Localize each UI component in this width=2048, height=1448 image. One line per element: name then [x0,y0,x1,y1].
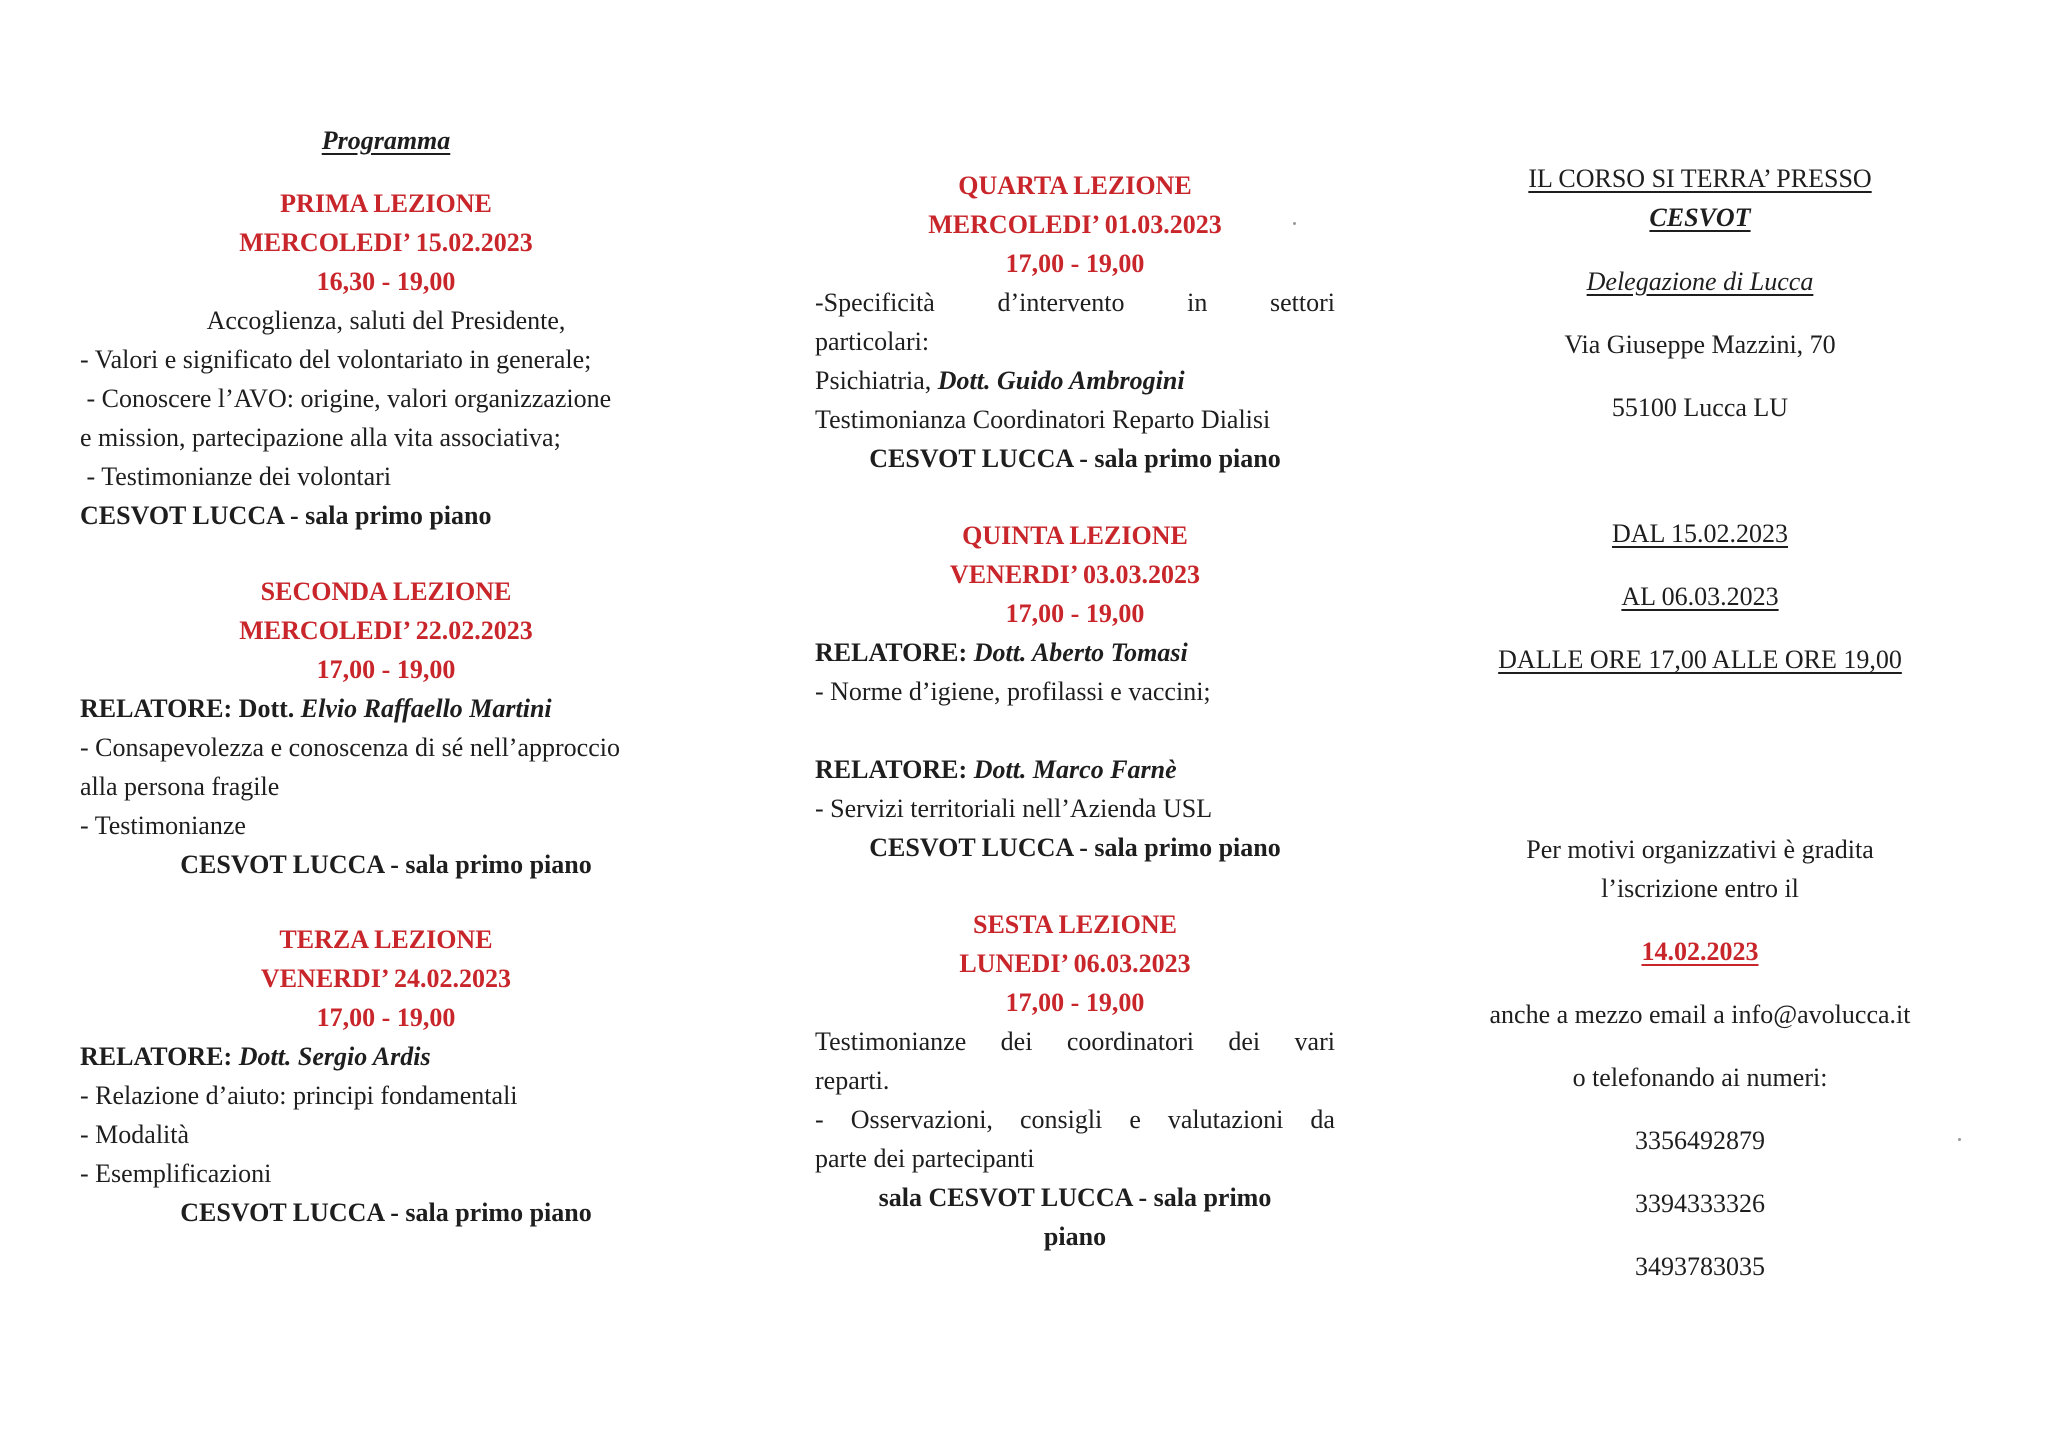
registration-line-2: l’iscrizione entro il [1601,874,1799,903]
lesson-5-location: CESVOT LUCCA - sala primo piano [869,833,1281,862]
lesson-6-word: valutazioni [1167,1105,1284,1134]
lesson-6-word: dei [1000,1027,1033,1056]
lesson-6-word: e [1129,1105,1141,1134]
lesson-1-line-1: Accoglienza, saluti del Presidente, [206,306,566,335]
registration-line-1: Per motivi organizzativi è gradita [1526,835,1874,864]
lesson-3-line-2: - Modalità [80,1120,190,1149]
lesson-5-time: 17,00 - 19,00 [1005,599,1145,628]
lesson-3-time: 17,00 - 19,00 [316,1003,456,1032]
lesson-4-heading: QUARTA LEZIONE [958,171,1192,200]
lesson-4-word: d’intervento [997,288,1125,317]
lesson-3-line-1: - Relazione d’aiuto: principi fondamentali [80,1081,518,1110]
lesson-2-location: CESVOT LUCCA - sala primo piano [180,850,592,879]
lesson-6-word: - [815,1105,824,1134]
phone-number-3: 3493783035 [1635,1252,1765,1281]
lesson-1-date: MERCOLEDI’ 15.02.2023 [239,228,533,257]
lesson-4-word: in [1187,288,1208,317]
lesson-6-line-3 [815,1100,1335,1139]
venue-name: CESVOT [1649,203,1751,232]
lesson-5-speaker-1-topic: - Norme d’igiene, profilassi e vaccini; [815,677,1211,706]
lesson-1-time: 16,30 - 19,00 [316,267,456,296]
lesson-4-speaker-name: Dott. Guido Ambrogini [937,366,1185,395]
lesson-2-speaker [80,689,692,728]
lesson-6-line-2: reparti. [815,1066,890,1095]
scan-speck [1958,1138,1961,1141]
lesson-4-line-2: particolari: [815,327,930,356]
lesson-2-time: 17,00 - 19,00 [316,655,456,684]
lesson-6-heading: SESTA LEZIONE [972,910,1177,939]
lesson-2-line-1: - Consapevolezza e conoscenza di sé nell’approccio [80,733,620,762]
lesson-1-line-3: - Conoscere l’AVO: origine, valori organizzazione [80,384,612,413]
lesson-3-speaker [80,1037,692,1076]
lesson-5-heading: QUINTA LEZIONE [962,521,1188,550]
phone-intro: o telefonando ai numeri: [1572,1063,1828,1092]
lesson-5-speaker-1-label: RELATORE: [815,638,968,667]
lesson-2-speaker-label: RELATORE: Dott. [80,694,295,723]
venue-street: Via Giuseppe Mazzini, 70 [1564,330,1836,359]
lesson-1-line-2: - Valori e significato del volontariato in generale; [80,345,592,374]
lesson-6-word: dei [1228,1027,1261,1056]
venue-city: 55100 Lucca LU [1611,393,1789,422]
lesson-3-speaker-label: RELATORE: [80,1042,233,1071]
lesson-4-line-1 [815,283,1335,322]
lesson-4-line-4: Testimonianza Coordinatori Reparto Dialisi [815,405,1271,434]
lesson-3-heading: TERZA LEZIONE [279,925,493,954]
lesson-5-speaker-2-name: Dott. Marco Farnè [973,755,1177,784]
lesson-4-line-3-prefix: Psichiatria, [815,366,938,395]
registration-email: anche a mezzo email a info@avolucca.it [1489,1000,1911,1029]
lesson-3-date: VENERDI’ 24.02.2023 [260,964,512,993]
lesson-2-date: MERCOLEDI’ 22.02.2023 [239,616,533,645]
lesson-4-line-3 [815,361,1335,400]
course-end-date: AL 06.03.2023 [1621,582,1779,611]
lesson-6-line-1 [815,1022,1335,1061]
lesson-2-line-2: alla persona fragile [80,772,280,801]
lesson-5-date: VENERDI’ 03.03.2023 [949,560,1201,589]
lesson-2-heading: SECONDA LEZIONE [260,577,512,606]
lesson-5-speaker-1-name: Dott. Aberto Tomasi [973,638,1188,667]
scan-speck [1293,222,1296,225]
lesson-1-line-5: - Testimonianze dei volontari [80,462,392,491]
lesson-1-heading: PRIMA LEZIONE [280,189,492,218]
lesson-6-word: Testimonianze [815,1027,967,1056]
venue-intro: IL CORSO SI TERRA’ PRESSO [1528,164,1872,193]
lesson-6-time: 17,00 - 19,00 [1005,988,1145,1017]
lesson-4-date: MERCOLEDI’ 01.03.2023 [928,210,1222,239]
lesson-3-location: CESVOT LUCCA - sala primo piano [180,1198,592,1227]
lesson-2-speaker-name: Elvio Raffaello Martini [300,694,552,723]
lesson-5-speaker-1 [815,633,1335,672]
lesson-1-location: CESVOT LUCCA - sala primo piano [80,501,492,530]
lesson-5-speaker-2-label: RELATORE: [815,755,968,784]
lesson-6-location-line-2: piano [1043,1222,1107,1251]
lesson-6-word: consigli [1019,1105,1103,1134]
lesson-6-date: LUNEDI’ 06.03.2023 [959,949,1191,978]
lesson-2-line-3: - Testimonianze [80,811,246,840]
lesson-1-line-4: e mission, partecipazione alla vita associativa; [80,423,561,452]
phone-number-2: 3394333326 [1635,1189,1765,1218]
lesson-6-word: da [1310,1105,1335,1134]
lesson-3-speaker-name: Dott. Sergio Ardis [238,1042,431,1071]
lesson-4-time: 17,00 - 19,00 [1005,249,1145,278]
lesson-6-word: coordinatori [1066,1027,1194,1056]
course-start-date: DAL 15.02.2023 [1612,519,1788,548]
lesson-4-word: settori [1269,288,1335,317]
lesson-4-word: -Specificità [815,288,935,317]
lesson-3-line-3: - Esemplificazioni [80,1159,272,1188]
lesson-6-location-line-1: sala CESVOT LUCCA - sala primo [878,1183,1272,1212]
lesson-5-speaker-2 [815,750,1335,789]
lesson-5-speaker-2-topic: - Servizi territoriali nell’Azienda USL [815,794,1213,823]
lesson-6-word: Osservazioni, [850,1105,993,1134]
phone-number-1: 3356492879 [1635,1126,1765,1155]
course-hours: DALLE ORE 17,00 ALLE ORE 19,00 [1498,645,1902,674]
venue-delegation: Delegazione di Lucca [1586,267,1814,296]
lesson-6-line-4: parte dei partecipanti [815,1144,1035,1173]
lesson-4-location: CESVOT LUCCA - sala primo piano [869,444,1281,473]
registration-deadline: 14.02.2023 [1641,937,1759,966]
lesson-6-word: vari [1294,1027,1335,1056]
program-title: Programma [321,126,451,155]
